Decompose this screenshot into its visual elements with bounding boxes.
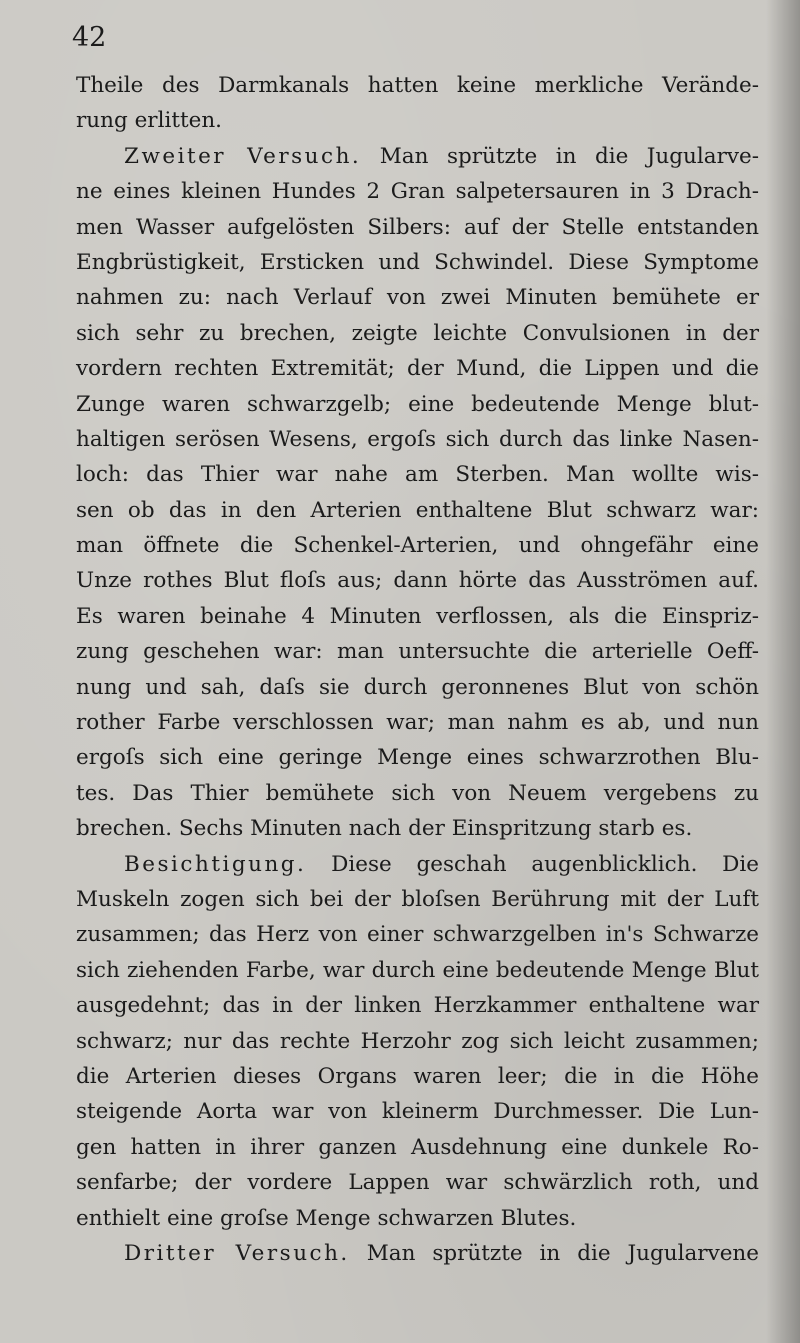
text-line: Muskeln zogen sich bei der bloſsen Berührung mit der Luft: [76, 886, 759, 912]
text-line: sen ob das in den Arterien enthaltene Blut schwarz war:: [76, 497, 759, 523]
paragraph-first-line: [76, 1236, 759, 1271]
text-span: Man sprützte in die Jugularve-: [379, 143, 759, 169]
text-line: nahmen zu: nach Verlauf von zwei Minuten bemühete er: [76, 285, 759, 311]
text-line: loch: das Thier war nahe am Sterben. Man wollte wis-: [76, 462, 759, 488]
page-edge-shadow: [766, 0, 800, 1343]
text-span: Diese geschah augenblicklich. Die: [331, 851, 759, 877]
paragraph-first-line: [76, 847, 759, 882]
text-line: rung erlitten.: [76, 108, 223, 134]
text-line: vordern rechten Extremität; der Mund, die Lippen und die: [76, 356, 759, 382]
text-line: enthielt eine groſse Menge schwarzen Blutes.: [76, 1205, 577, 1231]
text-line: rother Farbe verschlossen war; man nahm es ab, und nun: [76, 710, 759, 736]
text-line: haltigen serösen Wesens, ergoſs sich durch das linke Nasen-: [76, 426, 759, 452]
text-line: zung geschehen war: man untersuchte die arterielle Oeff-: [76, 639, 759, 665]
text-line: Es waren beinahe 4 Minuten verflossen, als die Einspriz-: [76, 603, 759, 629]
text-line: ne eines kleinen Hundes 2 Gran salpetersauren in 3 Drach-: [76, 179, 759, 205]
text-line: nung und sah, daſs sie durch geronnenes Blut von schön: [76, 674, 759, 700]
text-line: Zunge waren schwarzgelb; eine bedeutende Menge blut-: [76, 391, 759, 417]
text-line: men Wasser aufgelösten Silbers: auf der Stelle entstanden: [76, 214, 759, 240]
section-lead-besichtigung: Besichtigung.: [124, 851, 307, 877]
text-line: sich sehr zu brechen, zeigte leichte Convulsionen in der: [76, 320, 759, 346]
text-line: senfarbe; der vordere Lappen war schwärzlich roth, und: [76, 1170, 759, 1196]
text-line: ausgedehnt; das in der linken Herzkammer enthaltene war: [76, 993, 759, 1019]
text-line: Engbrüstigkeit, Ersticken und Schwindel. Diese Symptome: [76, 249, 759, 275]
paragraph-first-line: [76, 139, 759, 174]
text-line: die Arterien dieses Organs waren leer; die in die Höhe: [76, 1063, 759, 1089]
section-lead-zweiter-versuch: Zweiter Versuch.: [124, 143, 362, 169]
page-number: 42: [72, 22, 107, 53]
text-line: Unze rothes Blut floſs aus; dann hörte das Ausströmen auf.: [76, 568, 759, 594]
text-span: Man sprützte in die Jugularvene: [366, 1240, 760, 1266]
section-lead-dritter-versuch: Dritter Versuch.: [124, 1240, 350, 1266]
text-line: zusammen; das Herz von einer schwarzgelben in's Schwarze: [76, 922, 759, 948]
text-line: gen hatten in ihrer ganzen Ausdehnung eine dunkele Ro-: [76, 1134, 759, 1160]
text-line: steigende Aorta war von kleinerm Durchmesser. Die Lun-: [76, 1099, 759, 1125]
text-line: brechen. Sechs Minuten nach der Einspritzung starb es.: [76, 816, 693, 842]
text-line: Theile des Darmkanals hatten keine merkliche Verände-: [76, 73, 759, 98]
text-line: man öffnete die Schenkel-Arterien, und ohngefähr eine: [76, 533, 759, 559]
body-text: [76, 68, 759, 1271]
text-line: ergoſs sich eine geringe Menge eines schwarzrothen Blu-: [76, 745, 759, 771]
text-line: tes. Das Thier bemühete sich von Neuem vergebens zu: [76, 780, 759, 806]
text-line: sich ziehenden Farbe, war durch eine bedeutende Menge Blut: [76, 957, 759, 983]
text-line: schwarz; nur das rechte Herzohr zog sich leicht zusammen;: [76, 1028, 759, 1054]
